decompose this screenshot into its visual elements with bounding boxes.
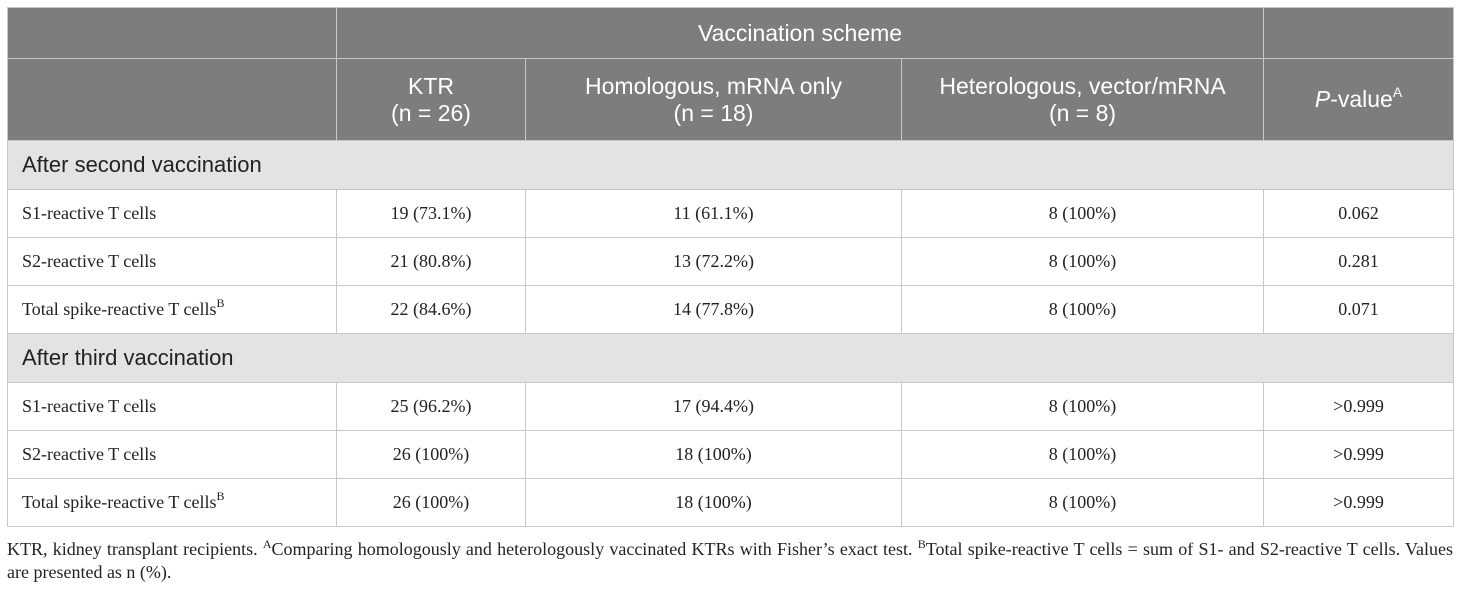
table-row — [8, 383, 1454, 431]
column-header-pvalue — [1264, 59, 1454, 141]
pvalue-italic-p: P — [1314, 86, 1331, 112]
column-header-homologous-n: (n = 18) — [673, 99, 754, 126]
cell-ktr: 21 (80.8%) — [337, 238, 526, 286]
cell-heterologous: 8 (100%) — [902, 286, 1264, 334]
row-label-footnote-marker: B — [216, 296, 225, 310]
cell-heterologous: 8 (100%) — [902, 479, 1264, 527]
cell-heterologous: 8 (100%) — [902, 238, 1264, 286]
header-corner-empty — [8, 8, 337, 59]
table-row — [8, 190, 1454, 238]
cell-ktr: 22 (84.6%) — [337, 286, 526, 334]
header-pvalue-spacer — [1264, 8, 1454, 59]
cell-ktr: 26 (100%) — [337, 431, 526, 479]
cell-pvalue: 0.071 — [1264, 286, 1454, 334]
cell-homologous: 17 (94.4%) — [526, 383, 902, 431]
footnote-a-marker: A — [262, 537, 272, 551]
row-label-text: S1-reactive T cells — [22, 396, 157, 416]
table-row — [8, 238, 1454, 286]
footnote-b-marker: B — [917, 537, 926, 551]
cell-homologous: 18 (100%) — [526, 431, 902, 479]
column-header-heterologous-name: Heterologous, vector/mRNA — [939, 72, 1226, 99]
cell-homologous: 11 (61.1%) — [526, 190, 902, 238]
row-label — [8, 431, 337, 479]
vaccination-scheme-header: Vaccination scheme — [337, 8, 1264, 59]
results-table — [7, 7, 1454, 527]
table-row — [8, 431, 1454, 479]
header-row-columns — [8, 59, 1454, 141]
pvalue-footnote-marker: A — [1392, 84, 1403, 100]
cell-pvalue: >0.999 — [1264, 383, 1454, 431]
section-row — [8, 141, 1454, 190]
cell-homologous: 13 (72.2%) — [526, 238, 902, 286]
column-header-homologous-name: Homologous, mRNA only — [585, 72, 842, 99]
column-header-ktr-name: KTR — [408, 72, 454, 99]
pvalue-label: -value — [1330, 86, 1393, 112]
cell-ktr: 26 (100%) — [337, 479, 526, 527]
section-title: After third vaccination — [8, 334, 1454, 383]
header-label-empty — [8, 59, 337, 141]
cell-heterologous: 8 (100%) — [902, 431, 1264, 479]
row-label — [8, 383, 337, 431]
row-label-text: S2-reactive T cells — [22, 444, 157, 464]
cell-ktr: 19 (73.1%) — [337, 190, 526, 238]
row-label-text: S2-reactive T cells — [22, 251, 157, 271]
footnote-a-text: Comparing homologously and heterologously vaccinated KTRs with Fisher’s exact test. — [271, 539, 918, 559]
row-label-text: S1-reactive T cells — [22, 203, 157, 223]
row-label-text: Total spike-reactive T cells — [22, 492, 217, 512]
table-row — [8, 479, 1454, 527]
cell-pvalue: >0.999 — [1264, 479, 1454, 527]
header-row-group — [8, 8, 1454, 59]
table-footnotes — [7, 538, 1453, 584]
row-label — [8, 238, 337, 286]
footnote-abbreviation: KTR, kidney transplant recipients. — [7, 539, 263, 559]
column-header-homologous — [526, 59, 902, 141]
row-label — [8, 479, 337, 527]
cell-heterologous: 8 (100%) — [902, 190, 1264, 238]
column-header-heterologous — [902, 59, 1264, 141]
column-header-ktr-n: (n = 26) — [391, 99, 471, 126]
cell-ktr: 25 (96.2%) — [337, 383, 526, 431]
cell-heterologous: 8 (100%) — [902, 383, 1264, 431]
row-label-footnote-marker: B — [216, 489, 225, 503]
section-title: After second vaccination — [8, 141, 1454, 190]
footnote-b-text: Total spike-reactive T cells = sum of S1- and S2-reactive T cells. Values are presented as n (%). — [7, 539, 1453, 582]
cell-pvalue: >0.999 — [1264, 431, 1454, 479]
cell-homologous: 18 (100%) — [526, 479, 902, 527]
column-header-ktr — [337, 59, 526, 141]
cell-pvalue: 0.281 — [1264, 238, 1454, 286]
row-label — [8, 286, 337, 334]
section-row — [8, 334, 1454, 383]
row-label — [8, 190, 337, 238]
row-label-text: Total spike-reactive T cells — [22, 299, 217, 319]
cell-pvalue: 0.062 — [1264, 190, 1454, 238]
table-row — [8, 286, 1454, 334]
column-header-heterologous-n: (n = 8) — [1048, 99, 1117, 126]
cell-homologous: 14 (77.8%) — [526, 286, 902, 334]
